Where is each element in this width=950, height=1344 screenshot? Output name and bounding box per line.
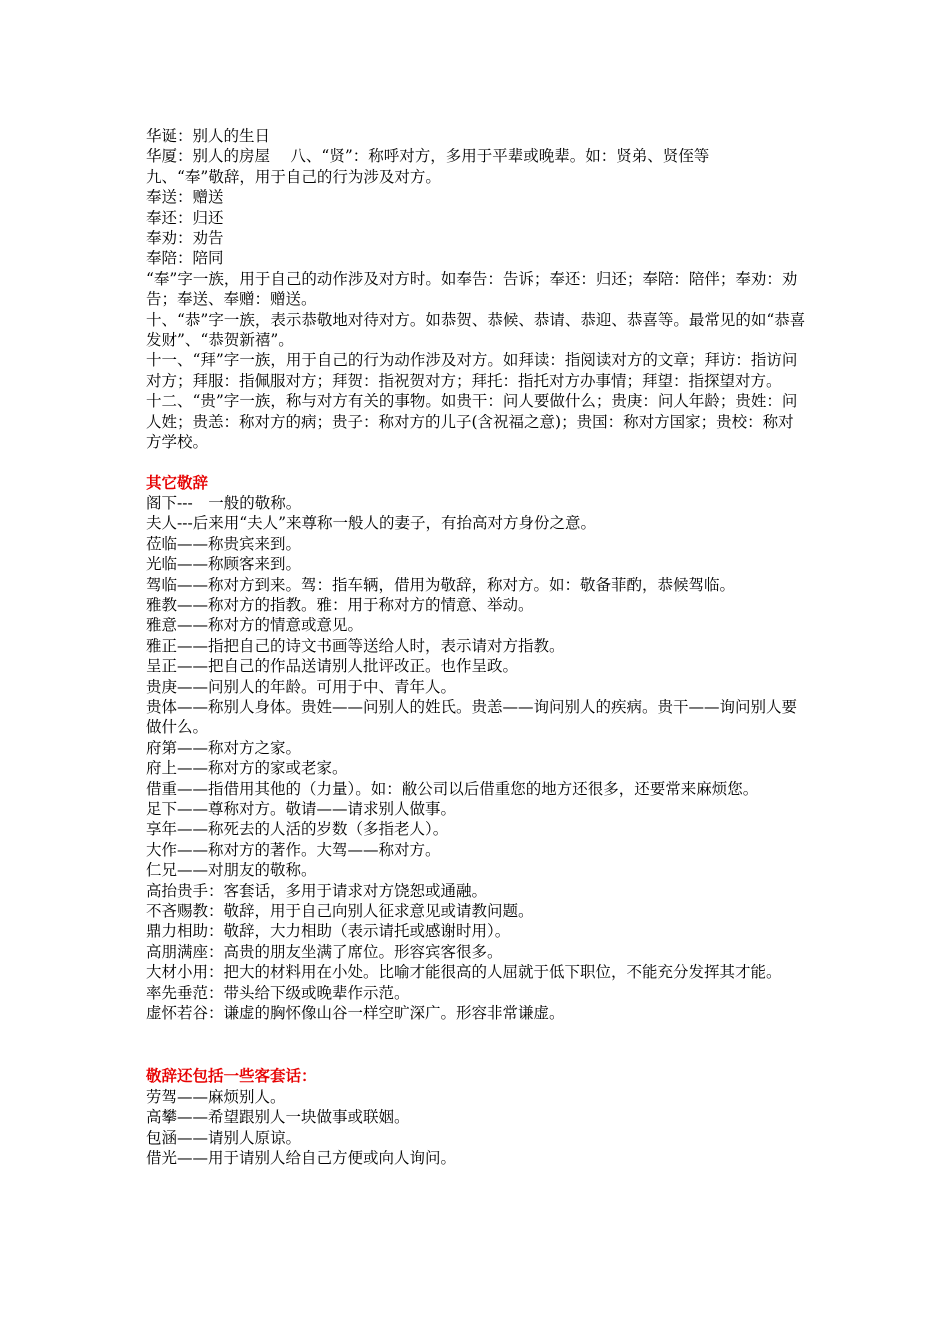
section-heading: 敬辞还包括一些客套话： — [146, 1066, 317, 1086]
text-line: 仁兄——对朋友的敬称。 — [146, 861, 317, 880]
text-line: 九、“奉”敬辞，用于自己的行为涉及对方。 — [146, 167, 441, 186]
text-line: 高朋满座：高贵的朋友坐满了席位。形容宾客很多。 — [146, 942, 503, 961]
paragraph: 十二、“贵”字一族，称与对方有关的事物。如贵干：问人要做什么；贵庚：问人年龄；贵姓：问人姓；贵恙：称对方的病；贵子：称对方的儿子(含祝福之意)；贵国：称对方国家；贵校：称对方学校。 — [146, 392, 798, 452]
text-line: 包涵——请别人原谅。 — [146, 1128, 302, 1147]
paragraph: 大材小用：把大的材料用在小处。比喻才能很高的人屈就于低下职位，不能充分发挥其才能。 率先垂范：带头给下级或晚辈作示范。 — [146, 963, 795, 1002]
text-line: 光临——称顾客来到。 — [146, 555, 302, 574]
text-line: 享年——称死去的人活的岁数（多指老人）。 — [146, 820, 449, 839]
text-line: 高抬贵手：客套话，多用于请求对方饶恕或通融。 — [146, 881, 488, 900]
text-line: 雅教——称对方的指教。雅：用于称对方的情意、举动。 — [146, 595, 534, 614]
text-line: 驾临——称对方到来。驾：指车辆，借用为敬辞，称对方。如：敬备菲酌，恭候驾临。 — [146, 575, 736, 594]
text-line: 府上——称对方的家或老家。 — [146, 759, 348, 778]
paragraph: 十一、“拜”字一族，用于自己的行为动作涉及对方。如拜读：指阅读对方的文章；拜访：指访问对方；拜服：指佩服对方；拜贺：指祝贺对方；拜托：指托对方办事情；拜望：指探望对方。 — [146, 351, 798, 390]
text-line: 借光——用于请别人给自己方便或向人询问。 — [146, 1149, 457, 1168]
section-honorific-families — [146, 126, 806, 453]
text-line: 贵庚——问别人的年龄。可用于中、青年人。 — [146, 677, 457, 696]
text-line: 阁下--- 一般的敬称。 — [146, 493, 302, 512]
text-line: 呈正——把自己的作品送请别人批评改正。也作呈政。 — [146, 657, 519, 676]
text-line: 大作——称对方的著作。大驾——称对方。 — [146, 840, 441, 859]
document-page — [146, 126, 806, 1169]
paragraph: 十、“恭”字一族，表示恭敬地对待对方。如恭贺、恭候、恭请、恭迎、恭喜等。最常见的如“恭喜发财”、“恭贺新禧”。 — [146, 310, 806, 350]
section-other-honorifics — [146, 473, 806, 1024]
spacer — [146, 1023, 806, 1066]
text-line: 高攀——希望跟别人一块做事或联姻。 — [146, 1108, 410, 1127]
text-line: 奉还：归还 — [146, 208, 224, 227]
text-line: 足下——尊称对方。敬请——请求别人做事。 — [146, 800, 457, 818]
text-line: 鼎力相助：敬辞，大力相助（表示请托或感谢时用）。 — [146, 922, 511, 941]
text-line: 华诞：别人的生日 — [146, 127, 271, 145]
text-line: 华厦：别人的房屋 八、“贤”：称呼对方，多用于平辈或晚辈。如：贤弟、贤侄等 — [146, 147, 710, 166]
text-line: 雅正——指把自己的诗文书画等送给人时，表示请对方指教。 — [146, 636, 565, 655]
text-line: 府第——称对方之家。 — [146, 738, 302, 757]
text-line: 雅意——称对方的情意或意见。 — [146, 616, 364, 635]
text-line: 不吝赐教：敬辞，用于自己向别人征求意见或请教问题。 — [146, 902, 534, 921]
paragraph: 借重——指借用其他的（力量）。如：敝公司以后借重您的地方还很多，还要常来麻烦您。 — [146, 779, 759, 798]
text-line: 奉陪：陪同 — [146, 249, 224, 268]
text-line: 虚怀若谷：谦虚的胸怀像山谷一样空旷深广。形容非常谦虚。 — [146, 1004, 565, 1023]
paragraph: “奉”字一族，用于自己的动作涉及对方时。如奉告：告诉；奉还：归还；奉陪：陪伴；奉劝：劝告；奉送、奉赠：赠送。 — [146, 269, 798, 309]
paragraph: 贵体——称别人身体。贵姓——问别人的姓氏。贵恙——询问别人的疾病。贵干——询问别人要做什么。 — [146, 697, 798, 737]
spacer — [146, 453, 806, 473]
section-heading: 其它敬辞 — [146, 472, 209, 492]
text-line: 奉送：赠送 — [146, 188, 224, 207]
text-line: 莅临——称贵宾来到。 — [146, 534, 302, 553]
section-polite-phrases — [146, 1066, 806, 1168]
text-line: 劳驾——麻烦别人。 — [146, 1087, 286, 1106]
text-line: 奉劝：劝告 — [146, 229, 224, 248]
text-line: 夫人---后来用“夫人”来尊称一般人的妻子，有抬高对方身份之意。 — [146, 514, 597, 533]
